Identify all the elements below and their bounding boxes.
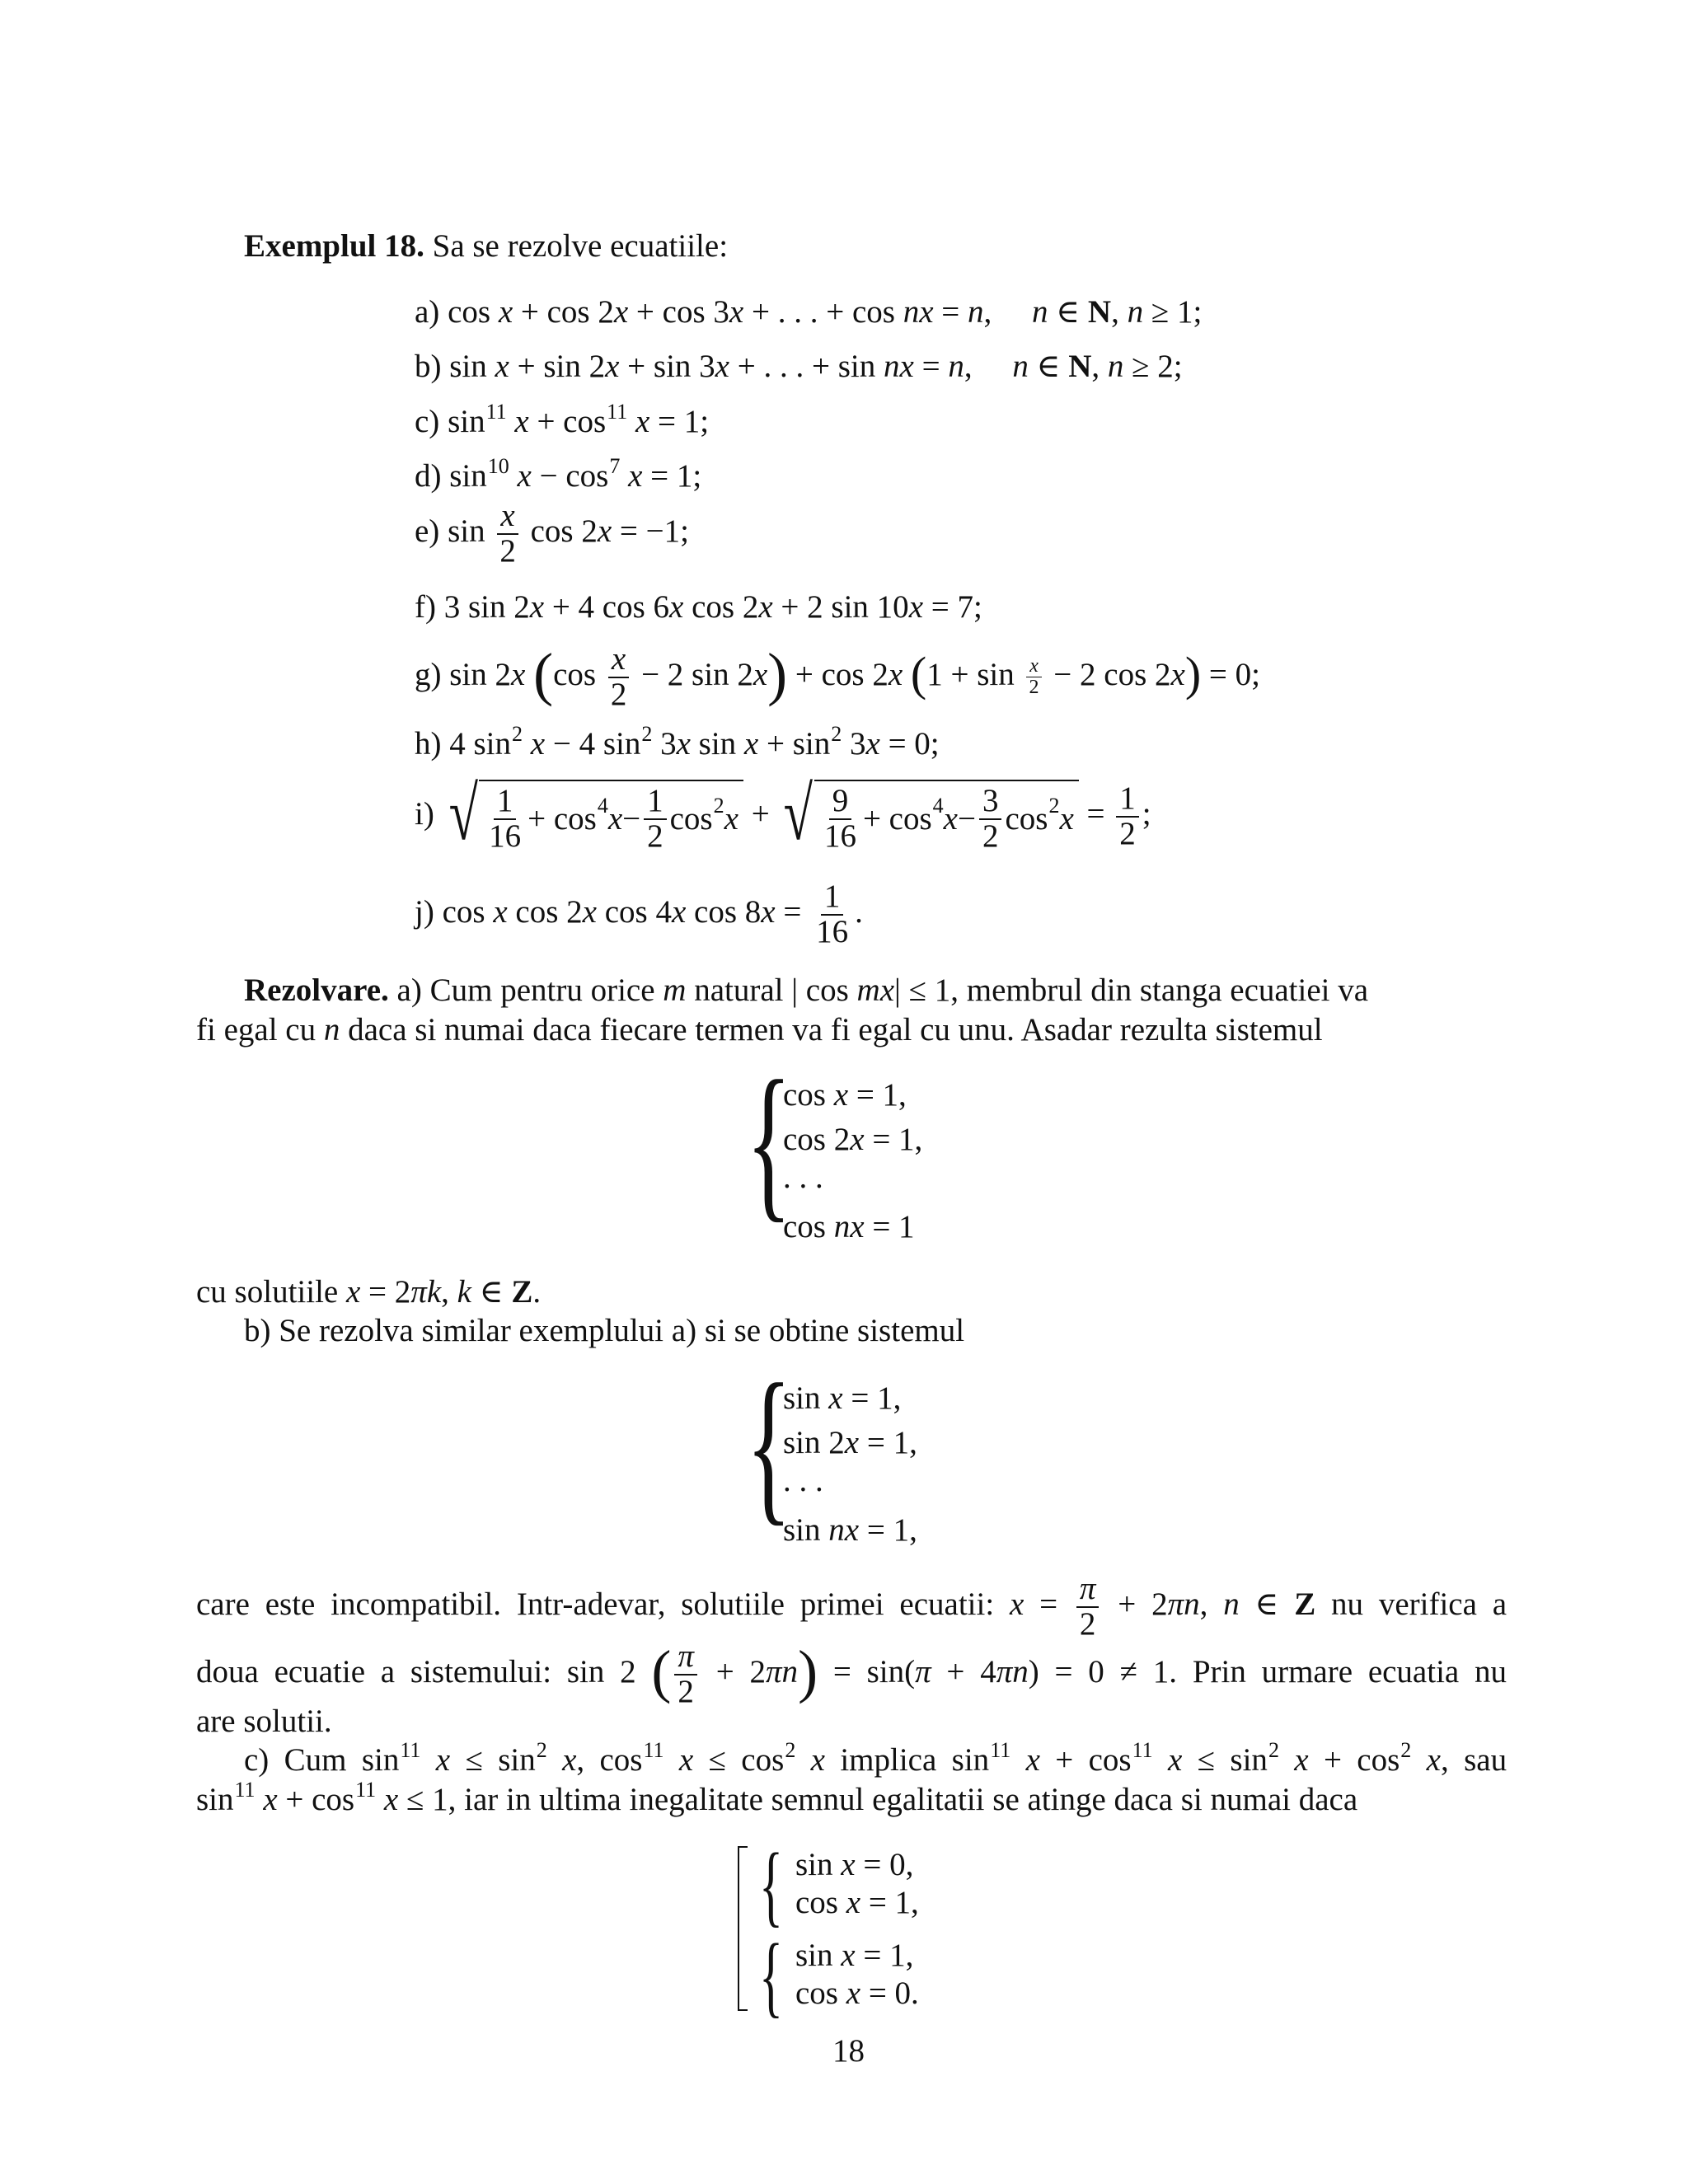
example-intro: Sa se rezolve ecuatiile: [432, 228, 729, 264]
text: daca si numai daca fiecare termen va fi egal cu unu. Asadar rezulta sistemul [348, 1012, 1323, 1047]
equation-b: b) sin x + sin 2x + sin 3x + . . . + sin nx = n, n ∈ N, n ≥ 2; [415, 349, 1183, 384]
equation-label: c) [415, 404, 440, 439]
system-line: sin nx = 1, [783, 1512, 917, 1548]
text: c) Cum [244, 1742, 347, 1778]
text: natural [694, 972, 784, 1008]
equation-g: g) sin 2x (cos $\frac{x}{2}$ − 2 sin 2x) + cos 2x (1 + sin $\frac{x}{2}$ − 2 cos 2x) = 0; [415, 640, 1260, 712]
equation-label: f) [415, 589, 436, 625]
system-line: sin x = 0, [795, 1847, 914, 1882]
solution-b-line-1: care este incompatibil. Intr-adevar, solutiile primei ecuatii: x = $\frac{\pi}{2}$ + 2πn, n ∈ Z nu verifica a [196, 1571, 1507, 1642]
text: implica [840, 1742, 937, 1778]
equation-label: b) [415, 349, 442, 384]
text: are solutii. [196, 1704, 332, 1739]
left-brace: { [746, 1046, 792, 1237]
left-brace: { [746, 1349, 792, 1540]
equation-h: h) 4 $\sin^2 x - 4$ $\sin^2 3x$ $\sin x + \sin^2 3x = 0$; [415, 722, 940, 762]
text: a) Cum pentru orice [396, 972, 655, 1008]
text: b) Se rezolva similar exemplului a) si se obtine sistemul [244, 1313, 965, 1348]
equation-a: a) cos x + cos 2x + cos 3x + . . . + cos nx = n, n ∈ N, n ≥ 1; [415, 294, 1203, 330]
text: fi egal cu [196, 1012, 316, 1047]
equation-label: h) [415, 726, 442, 762]
solution-heading: Rezolvare. [244, 972, 389, 1008]
equation-d: d) $\sin^{10} x - \cos^7 x = 1$; [415, 454, 702, 494]
solution-line-2: fi egal cu n daca si numai daca fiecare termen va fi egal cu unu. Asadar rezulta sistemul [196, 1012, 1323, 1047]
equation-label: g) [415, 656, 442, 692]
equation-label: i) [415, 795, 434, 832]
equation-label: d) [415, 458, 442, 494]
system-line: sin x = 1, [783, 1380, 902, 1416]
equation-label: j) [415, 893, 434, 930]
text: iar in ultima inegalitate semnul egalitatii se atinge daca si numai daca [464, 1782, 1358, 1817]
example-heading-line [244, 227, 728, 266]
system-line: . . . [783, 1463, 823, 1498]
equation-label: a) [415, 294, 440, 330]
system-line: cos nx = 1 [783, 1209, 915, 1244]
system-line: cos 2x = 1, [783, 1122, 923, 1157]
equation-label: e) [415, 513, 440, 549]
system-line: cos x = 0. [795, 1975, 919, 2011]
equation-c: c) $\sin^{11} x + \cos^{11} x = 1$; [415, 400, 710, 439]
system-line: . . . [783, 1160, 823, 1195]
equation-e: e) sin $\frac{x}{2}$ cos 2x = −1; [415, 498, 689, 569]
solution-c-line-1: c) Cum $\sin^{11} x \le \sin^2 x$, $\cos^{11} x \le \cos^2 x$ implica $\sin^{11} x + \cos^{11} x \le \sin^2 x + \cos^2 x$, sau [244, 1738, 1507, 1778]
left-brace: { [759, 1835, 784, 1935]
text: care este incompatibil. Intr-adevar, solutiile primei ecuatii: [196, 1586, 995, 1622]
text: nu verifica a [1331, 1586, 1507, 1622]
solution-line-1: Rezolvare. a) Cum pentru orice m natural | cos mx| ≤ 1, membrul din stanga ecuatiei va [244, 972, 1369, 1008]
solution-c-line-2: $\sin^{11} x + \cos^{11} x \le 1$, iar in ultima inegalitate semnul egalitatii se atinge daca si numai daca [196, 1778, 1358, 1817]
page-number: 18 [832, 2033, 865, 2069]
solution-b-intro [244, 1312, 964, 1351]
system-line: sin x = 1, [795, 1938, 914, 1973]
solution-b-line-3 [196, 1703, 332, 1741]
system-a [746, 1046, 993, 1253]
equation-j: j) cos x cos 2x cos 4x cos 8x = $\frac{1}{16}$ . [415, 879, 863, 949]
left-brace: { [759, 1925, 784, 2026]
system-c [738, 1835, 985, 2026]
system-line: cos x = 1, [795, 1885, 919, 1920]
text: cu solutiile [196, 1274, 339, 1310]
left-bracket [738, 1846, 748, 2011]
equation-i: i) √ $\frac{1}{16}$ + cos $^4$ x − $\frac{1}{2}$ cos $^2$ x + √ $\frac{9}{16}$ + cos $^4$ x − $\frac{3}{2}$ cos $^2$ x = $\frac{1}{2}$ ; [415, 771, 1151, 855]
system-b [746, 1349, 993, 1556]
text: membrul din stanga ecuatiei va [966, 972, 1369, 1008]
text: sau [1464, 1742, 1507, 1778]
system-line: sin 2x = 1, [783, 1425, 917, 1460]
text: doua ecuatie a sistemului: [196, 1653, 552, 1690]
example-heading: Exemplul 18. [244, 228, 424, 264]
system-line: cos x = 1, [783, 1077, 907, 1113]
equation-f: f) 3 sin 2x + 4 cos 6x cos 2x + 2 sin 10x = 7; [415, 589, 982, 625]
text: Prin urmare ecuatia nu [1192, 1653, 1507, 1690]
solution-b-line-2: doua ecuatie a sistemului: sin 2 ( $\frac{\pi}{2}$ + 2πn) = sin(π + 4πn) = 0 ≠ 1. Prin urmare ecuatia nu [196, 1638, 1507, 1709]
solution-a-result: cu solutiile x = 2πk, k ∈ Z. [196, 1274, 542, 1310]
